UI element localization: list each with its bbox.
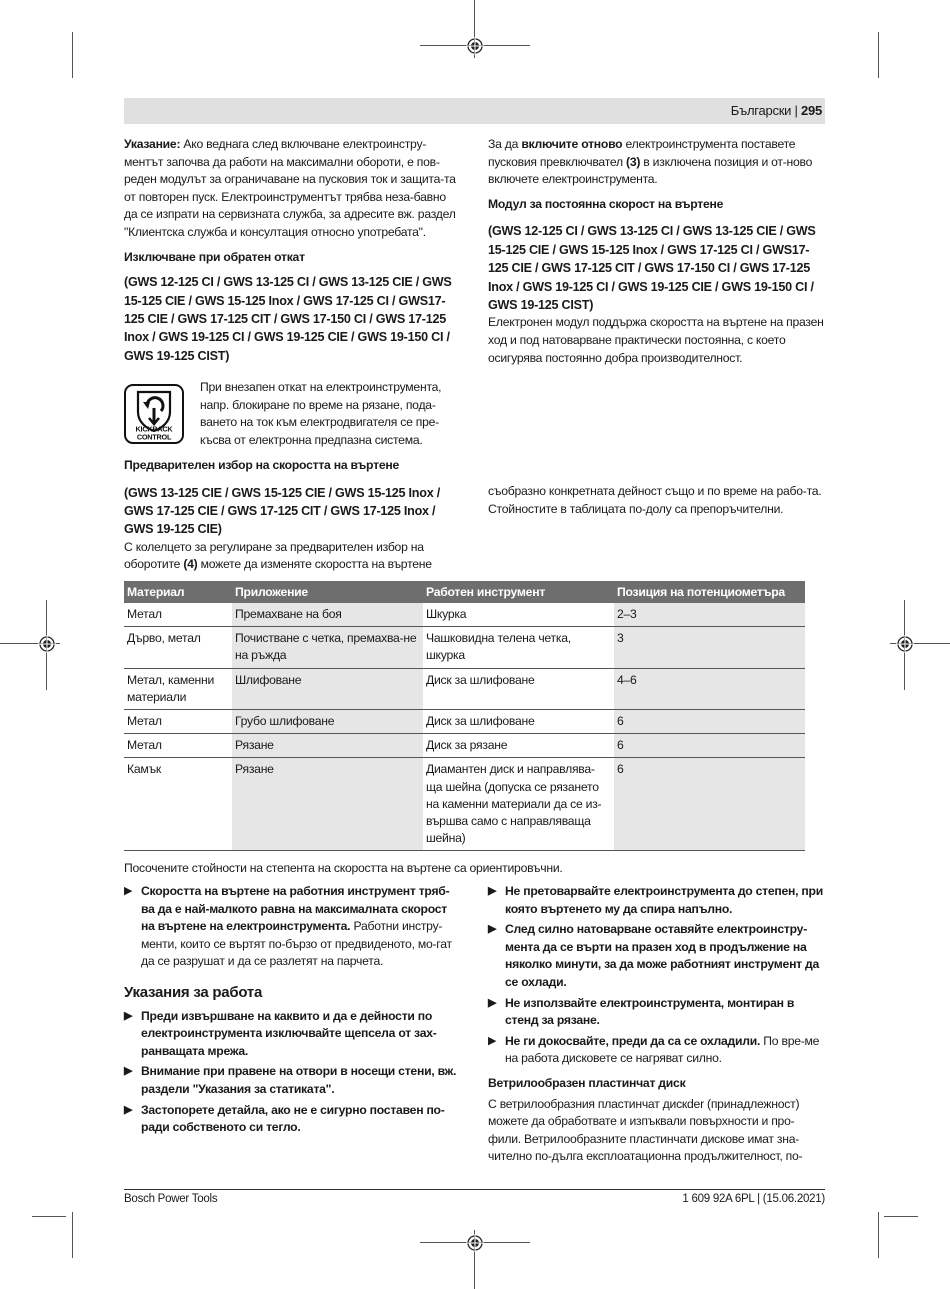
bullet-arrow-icon: ▶	[124, 1103, 133, 1116]
table-row	[124, 710, 805, 734]
header-language: Български	[730, 103, 792, 118]
fan-disc-title: Ветрилообразен пластинчат диск	[488, 1075, 686, 1090]
table-note: Посочените стойности на степента на скоростта на въртене са ориентировъчни.	[124, 861, 563, 875]
table-header-cell: Приложение	[232, 581, 423, 603]
constant-speed-models: (GWS 12-125 CI / GWS 13-125 CI / GWS 13-125 CIE / GWS 15-125 CIE / GWS 15-125 Inox / GWS 17-125 CI / GWS17-125 CIE / GWS 17-125 CIT / GWS 17-150 CI / GWS 17-125 Inox / GWS 19-125 CI / GWS 19-125 CIE / GWS 19-150 CI / GWS 19-125 CIST)	[488, 224, 816, 312]
registration-mark-icon	[466, 37, 484, 55]
kickback-icon-label-1: KICKBACK	[135, 424, 173, 434]
table-cell: 6	[614, 710, 805, 734]
table-cell: Шкурка	[423, 603, 614, 627]
preselect-title: Предварителен избор на скоростта на въртене	[124, 458, 399, 472]
warning-item	[124, 1063, 462, 1098]
warning-item	[124, 1102, 462, 1137]
table-row	[124, 668, 805, 709]
restart-text-c: в изключена позиция и от-ново включете електроинструмента.	[488, 154, 813, 187]
page-number: 295	[801, 103, 822, 118]
table-cell: 6	[614, 758, 805, 851]
crop-mark	[72, 1212, 73, 1258]
note-paragraph	[124, 136, 462, 242]
table-cell: Шлифоване	[232, 668, 423, 709]
table-cell: Почистване с четка, премахва-не на ръжда	[232, 627, 423, 668]
warning-bold: Не ги докосвайте, преди да са се охладили.	[505, 1033, 761, 1048]
bullet-arrow-icon: ▶	[488, 923, 497, 936]
table-header-cell: Работен инструмент	[423, 581, 614, 603]
warning-item	[488, 995, 826, 1030]
right-column-bottom	[488, 883, 826, 1166]
table-cell: Чашковидна телена четка, шкурка	[423, 627, 614, 668]
table-cell: Рязане	[232, 734, 423, 758]
table-cell: 4–6	[614, 668, 805, 709]
table-header-cell: Позиция на потенциометъра	[614, 581, 805, 603]
warning-item	[124, 1008, 462, 1061]
table-header-cell: Материал	[124, 581, 232, 603]
constant-speed-text: Електронен модул поддържа скоростта на въртене на празен ход и под натоварване практически постоянна, с което осигурява постоянно добра производителност.	[488, 315, 824, 365]
registration-mark-icon	[466, 1234, 484, 1252]
note-label: Указание:	[124, 137, 181, 151]
warning-item	[124, 883, 462, 971]
kickback-text: При внезапен откат на електроинструмента, напр. блокиране по време на рязане, пода-ването на ток към електродвигателя се пре-късва от електронна предпазна система.	[200, 380, 442, 447]
table-cell: Грубо шлифоване	[232, 710, 423, 734]
table-cell: 2–3	[614, 603, 805, 627]
warning-bold: Скоростта на въртене на работния инструмент тряб-ва да е най-малкото равна на максималната скорост на въртене на електроинструмента.	[141, 884, 450, 934]
crop-mark	[32, 1216, 66, 1217]
bullet-arrow-icon: ▶	[488, 1034, 497, 1047]
restart-text-a: За да	[488, 137, 522, 151]
table-cell: Метал, каменни материали	[124, 668, 232, 709]
table-header-row	[124, 581, 805, 603]
constant-speed-title: Модул за постоянна скорост на въртене	[488, 196, 724, 211]
table-cell: Диамантен диск и направлява-ща шейна (допуска се рязането на каменни материали да се из-вършва само с направляваща шейна)	[423, 758, 614, 851]
table-cell: Камък	[124, 758, 232, 851]
right-column-top	[488, 136, 826, 367]
preselect-paragraph	[124, 539, 462, 574]
warning-item	[488, 1033, 826, 1068]
header-bar	[124, 98, 825, 124]
crop-mark	[878, 1212, 879, 1258]
table-cell: Метал	[124, 734, 232, 758]
table-cell: Дърво, метал	[124, 627, 232, 668]
fan-disc-text: С ветрилообразния пластинчат дискder (принадлежност) можете да обработвате и изпъквали повърхности и про-фили. Ветрилообразните пластинчати дискове имат зна-чително по-дълга експлоатационна продължителност, по-	[488, 1096, 803, 1164]
left-column-bottom	[124, 883, 462, 1137]
kickback-control-icon	[124, 384, 184, 444]
preselect-continuation: съобразно конкретната дейност също и по време на рабо-та. Стойностите в таблицата по-долу са препоръчителни.	[488, 484, 822, 516]
kickback-models: (GWS 12-125 CI / GWS 13-125 CI / GWS 13-125 CIE / GWS 15-125 CIE / GWS 15-125 Inox / GWS 17-125 CI / GWS17-125 CIE / GWS 17-125 CIT / GWS 17-150 CI / GWS 17-125 Inox / GWS 19-125 CI / GWS 19-125 CIE / GWS 19-150 CI / GWS 19-125 CIST)	[124, 275, 452, 363]
preselect-text-a: С колелцето за регулиране за предварителен избор на оборотите	[124, 539, 424, 572]
restart-bold: включите отново	[521, 137, 623, 151]
table-cell: Метал	[124, 710, 232, 734]
table-row	[124, 627, 805, 668]
table-row	[124, 734, 805, 758]
left-column-preselect	[124, 457, 462, 574]
table-cell: Метал	[124, 603, 232, 627]
warning-item	[488, 883, 826, 918]
preselect-ref: (4)	[183, 557, 198, 572]
restart-text-b: електроинструмента поставете пусковия превключвател	[488, 137, 796, 169]
table-row	[124, 603, 805, 627]
warning-item	[488, 921, 826, 991]
table-cell: Премахване на боя	[232, 603, 423, 627]
bullet-arrow-icon: ▶	[124, 885, 133, 897]
speed-table	[124, 581, 805, 851]
header-separator: |	[794, 103, 798, 118]
footer-brand: Bosch Power Tools	[124, 1193, 218, 1205]
bullet-arrow-icon: ▶	[488, 885, 497, 897]
table-cell: Диск за рязане	[423, 734, 614, 758]
bullet-arrow-icon: ▶	[488, 996, 497, 1009]
warning-text: Преди извършване на каквито и да е дейности по електроинструмента изключвайте щепсела от зах-ранващата мрежа.	[141, 1008, 437, 1058]
table-cell: Рязане	[232, 758, 423, 851]
note-text: Ако веднага след включване електроинстру-ментът започва да работи на максимални обороти, е пов-реден модулът за ограничаване на пусковия ток и защита-та от повторен пуск. Електроинструментът трябва неза-бавно да се изпрати на сервизната служба, за адресите вж. раздел "Клиентска служба и консултация относно употребата".	[124, 137, 456, 239]
bullet-arrow-icon: ▶	[124, 1065, 133, 1078]
registration-mark-icon	[38, 635, 56, 653]
warning-text: Работни инстру-менти, които се въртят по-бързо от предвиденото, мо-гат да се разрушат и да се разлетят на парчета.	[141, 919, 452, 969]
footer-rule	[124, 1189, 825, 1190]
warning-text: Не претоварвайте електроинструмента до степен, при която въртенето му да спира напълно.	[505, 884, 823, 916]
warning-text: Застопорете детайла, ако не е сигурно поставен по-ради собственото си тегло.	[141, 1102, 445, 1135]
warning-text: Не използвайте електроинструмента, монтиран в стенд за рязане.	[505, 995, 795, 1028]
bullet-arrow-icon: ▶	[124, 1009, 133, 1022]
restart-paragraph	[488, 136, 826, 189]
registration-mark-icon	[896, 635, 914, 653]
page-header	[731, 102, 822, 120]
crop-mark	[884, 1216, 918, 1217]
preselect-text-b: можете да изменяте скоростта на въртене	[197, 557, 432, 572]
kickback-icon-label-2: CONTROL	[136, 432, 172, 442]
footer-doc-id: 1 609 92A 6PL | (15.06.2021)	[682, 1193, 825, 1205]
crop-mark	[72, 32, 73, 78]
section-title: Указания за работа	[124, 983, 263, 1001]
left-column-top	[124, 136, 462, 365]
table-cell: Диск за шлифоване	[423, 710, 614, 734]
preselect-models: (GWS 13-125 CIE / GWS 15-125 CIE / GWS 15-125 Inox / GWS 17-125 CIE / GWS 17-125 CIT / GWS 17-125 Inox / GWS 19-125 CIE)	[124, 485, 440, 537]
kickback-title: Изключване при обратен откат	[124, 249, 305, 264]
warning-text: По вре-ме на работа дисковете се нагряват силно.	[505, 1033, 820, 1066]
table-cell: Диск за шлифоване	[423, 668, 614, 709]
restart-ref: (3)	[626, 154, 641, 169]
crop-mark	[878, 32, 879, 78]
table-cell: 3	[614, 627, 805, 668]
warning-text: Внимание при правене на отвори в носещи стени, вж. раздели "Указания за статиката".	[141, 1064, 457, 1096]
table-cell: 6	[614, 734, 805, 758]
table-row	[124, 758, 805, 851]
warning-text: След силно натоварване оставяйте електроинстру-мента да се върти на празен ход в продължение на няколко минути, за да може работният инструмент да се охлади.	[505, 922, 820, 989]
